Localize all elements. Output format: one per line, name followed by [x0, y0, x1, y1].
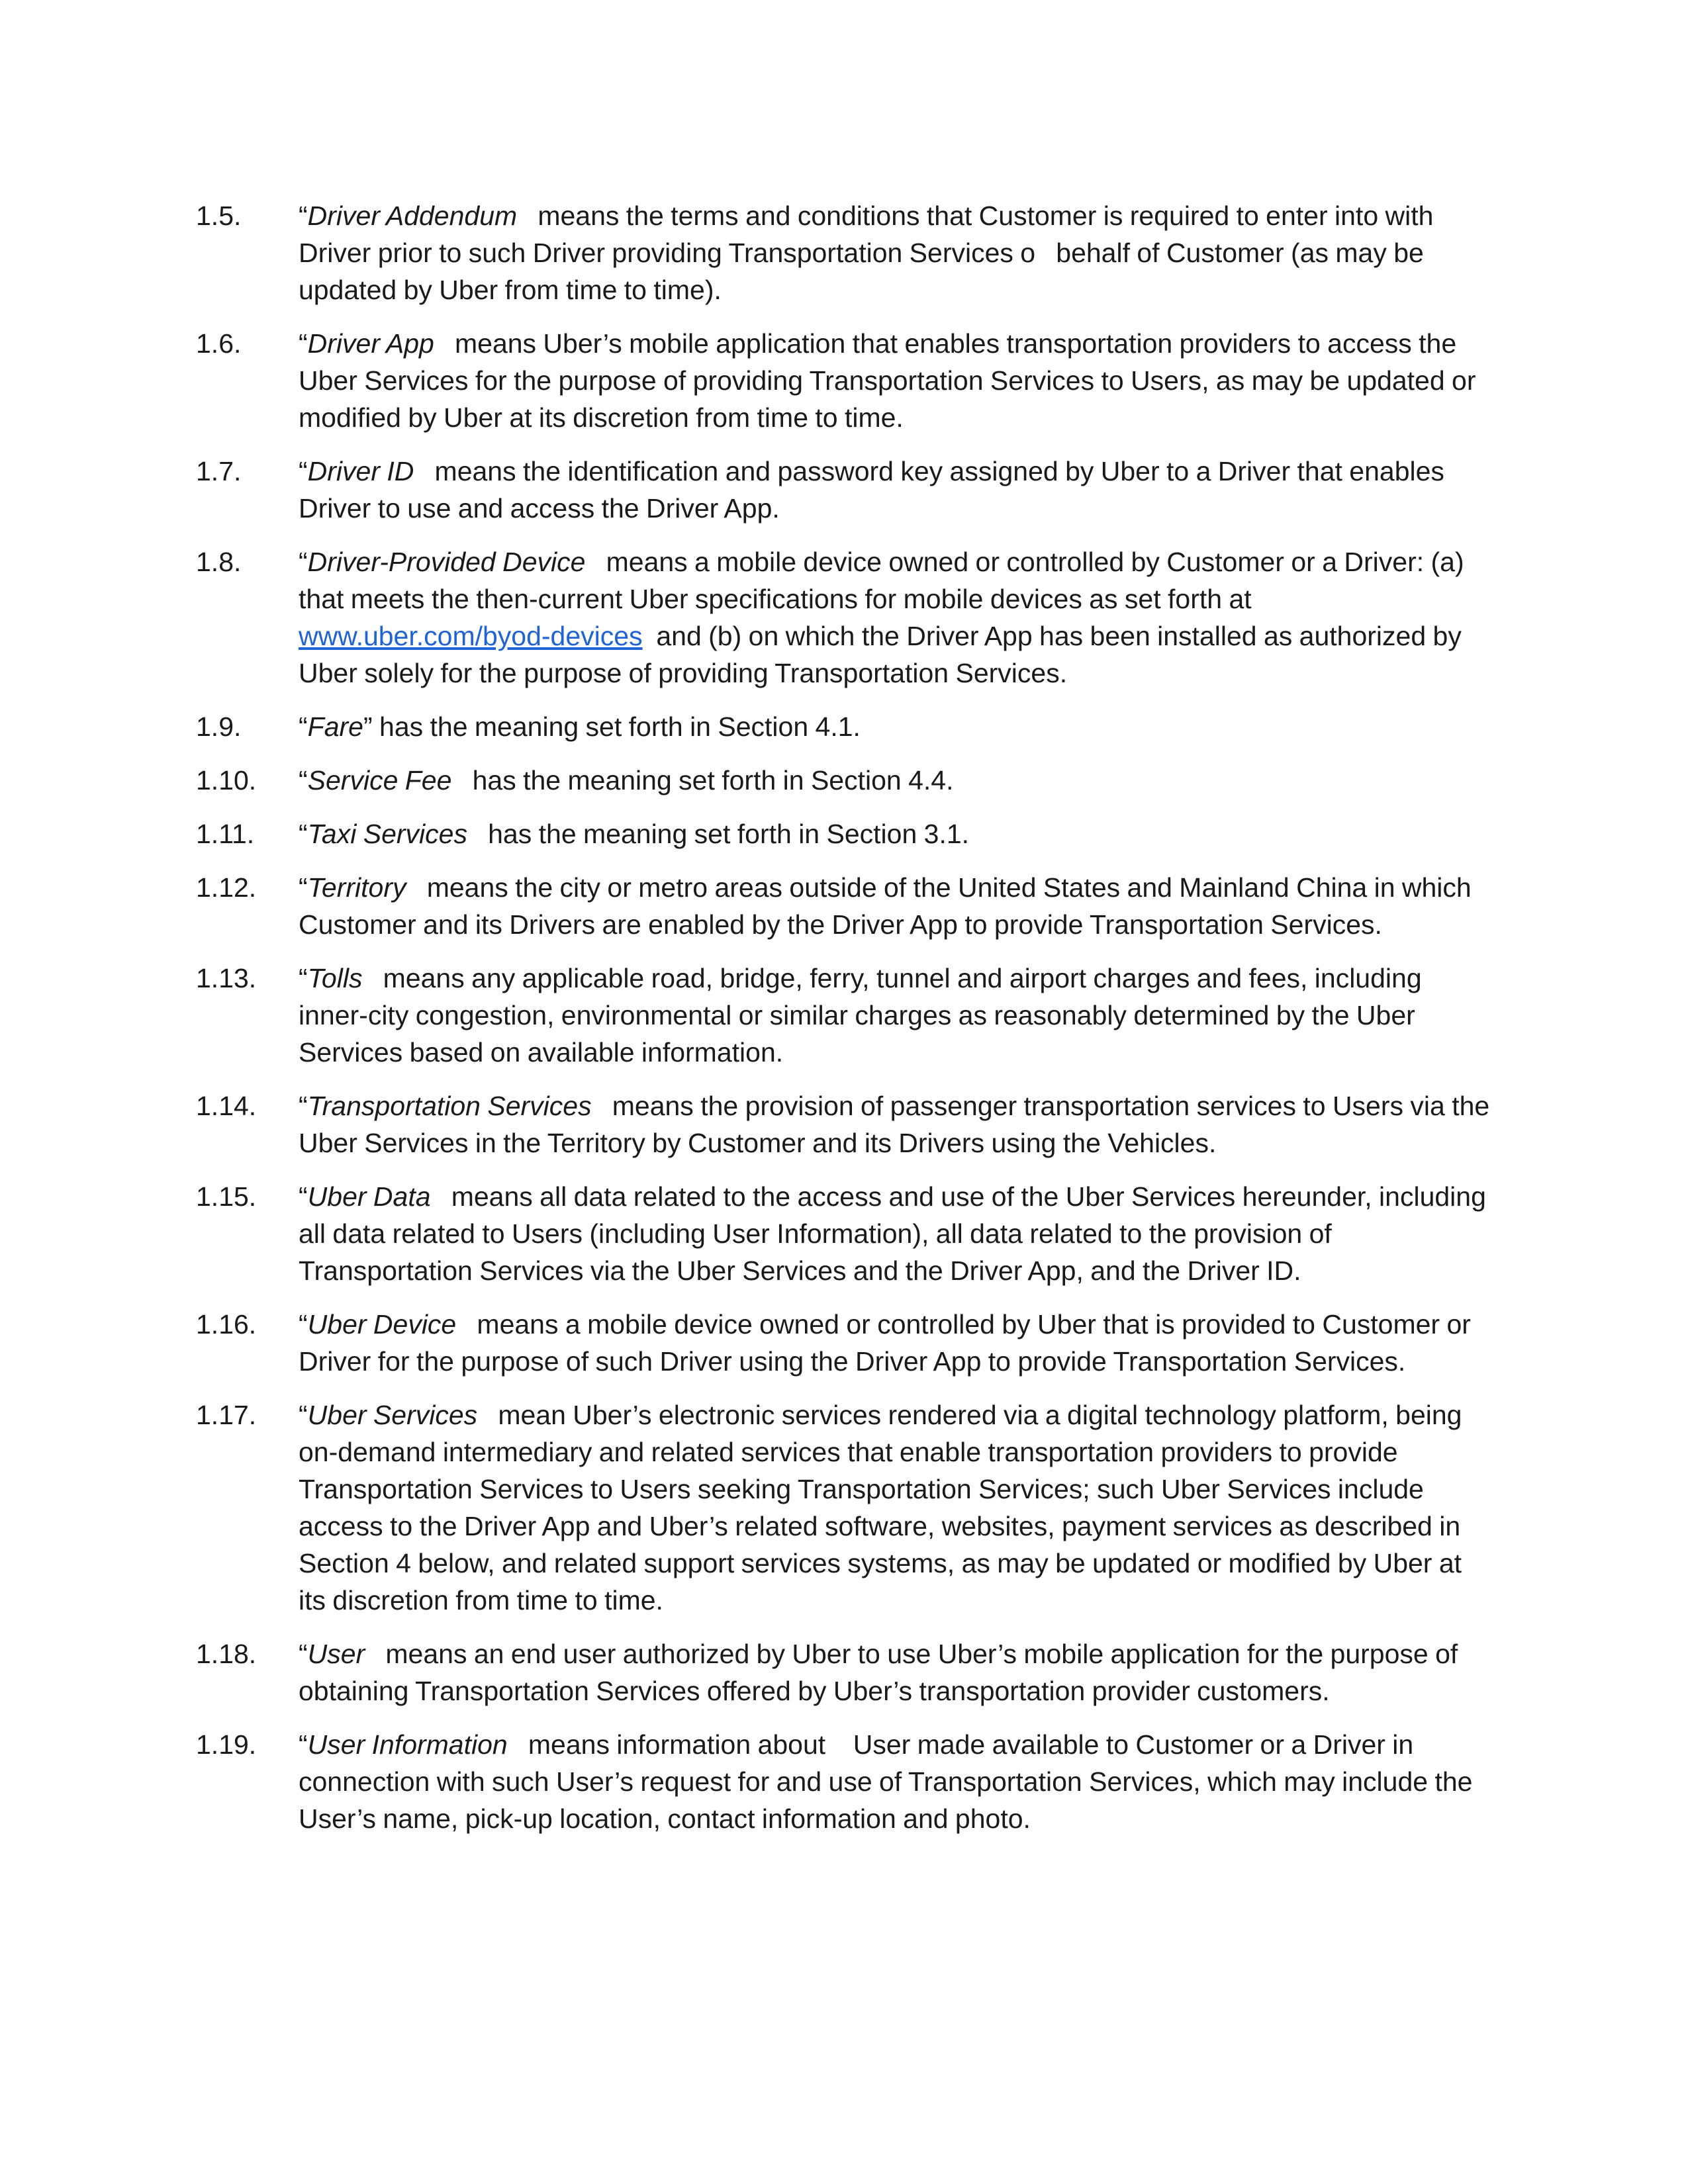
- defined-term: Territory: [307, 872, 406, 903]
- definition-body: [299, 1178, 1493, 1289]
- defined-term: User: [307, 1639, 365, 1669]
- open-quote: “: [299, 1181, 308, 1212]
- defined-term: Uber Data: [307, 1181, 431, 1212]
- defined-term: Tolls: [307, 963, 363, 993]
- definition-number: 1.8.: [196, 547, 242, 577]
- definition-body: [299, 1306, 1499, 1380]
- definition-text: means information about User made available to Customer or a Driver in connection with such User’s request for and use of Transportation Services, which may include the User’s name, pick-up location, contact information and photo.: [299, 1729, 1479, 1834]
- open-quote: “: [299, 1729, 308, 1760]
- defined-term: Service Fee: [307, 765, 452, 796]
- definition-item: [196, 543, 1493, 692]
- definition-number: 1.18.: [196, 1639, 257, 1669]
- definition-number: 1.5.: [196, 201, 242, 231]
- definition-number: 1.13.: [196, 963, 257, 993]
- definition-item: [196, 708, 1493, 745]
- definition-text-after-link: and (b) on which the Driver App has been installed as authorized by Uber solely for the purpose of providing Transportation Services.: [299, 621, 1469, 688]
- definition-text: ” has the meaning set forth in Section 4.1.: [363, 711, 861, 742]
- defined-term: Transportation Services: [307, 1091, 592, 1121]
- definition-item: [196, 325, 1493, 436]
- defined-term: User Information: [307, 1729, 508, 1760]
- definition-text: means an end user authorized by Uber to use Uber’s mobile application for the purpose of obtaining Transportation Services offered by Uber’s transportation provider customers.: [299, 1639, 1465, 1706]
- definition-text: mean Uber’s electronic services rendered via a digital technology platform, being on-demand intermediary and related services that enable transportation providers to provide Transportation Services to Users seeking Transportation Services; such Uber Services include access to the Driver App and Uber’s related software, websites, payment services as described in Section 4 below, and related support services systems, as may be updated or modified by Uber at its discretion from time to time.: [299, 1400, 1469, 1615]
- definition-number: 1.17.: [196, 1400, 257, 1430]
- definition-item: [196, 453, 1493, 527]
- defined-term: Driver Addendum: [307, 201, 518, 231]
- definition-body: [299, 325, 1493, 436]
- open-quote: “: [299, 765, 308, 796]
- definition-text: means Uber’s mobile application that enables transportation providers to access the Uber Services for the purpose of providing Transportation Services to Users, as may be updated or modified by Uber at its discretion from time to time.: [299, 328, 1483, 433]
- open-quote: “: [299, 711, 308, 742]
- definition-text: means a mobile device owned or controlled by Uber that is provided to Customer or Driver for the purpose of such Driver using the Driver App to provide Transportation Services.: [299, 1309, 1499, 1377]
- definition-body: [299, 1087, 1497, 1161]
- open-quote: “: [299, 963, 308, 993]
- open-quote: “: [299, 819, 308, 849]
- definition-body: [299, 197, 1493, 308]
- definition-text: means the identification and password key assigned by Uber to a Driver that enables Driver to use and access the Driver App.: [299, 456, 1472, 523]
- definition-number: 1.11.: [196, 819, 255, 849]
- definition-body: [299, 815, 1493, 852]
- defined-term: Uber Device: [307, 1309, 457, 1340]
- definition-item: [196, 1087, 1497, 1161]
- defined-term: Driver-Provided Device: [307, 547, 586, 577]
- definition-text: means a mobile device owned or controlled by Customer or a Driver: (a) that meets the then-current Uber specifications for mobile devices as set forth at: [299, 547, 1472, 614]
- definition-body: [299, 1635, 1493, 1709]
- definition-item: [196, 1396, 1493, 1619]
- open-quote: “: [299, 547, 308, 577]
- definitions-list: [196, 197, 1499, 1854]
- definition-text: means any applicable road, bridge, ferry, tunnel and airport charges and fees, including inner-city congestion, environmental or similar charges as reasonably determined by the Uber Services based on available information.: [299, 963, 1429, 1068]
- open-quote: “: [299, 1400, 308, 1430]
- definition-number: 1.6.: [196, 328, 242, 359]
- definition-number: 1.19.: [196, 1729, 257, 1760]
- definition-body: [299, 1396, 1493, 1619]
- open-quote: “: [299, 1309, 308, 1340]
- open-quote: “: [299, 456, 308, 486]
- definition-item: [196, 869, 1493, 943]
- definition-text: means all data related to the access and use of the Uber Services hereunder, including all data related to Users (including User Information), all data related to the provision of Transportation Services via the Uber Services and the Driver App, and the Driver ID.: [299, 1181, 1493, 1286]
- open-quote: “: [299, 1091, 308, 1121]
- open-quote: “: [299, 328, 308, 359]
- defined-term: Fare: [307, 711, 363, 742]
- defined-term: Driver App: [307, 328, 434, 359]
- definition-body: [299, 453, 1493, 527]
- defined-term: Driver ID: [307, 456, 414, 486]
- definition-item: [196, 815, 1493, 852]
- definition-item: [196, 1726, 1493, 1837]
- definition-number: 1.12.: [196, 872, 257, 903]
- definition-text: means the provision of passenger transportation services to Users via the Uber Services in the Territory by Customer and its Drivers using the Vehicles.: [299, 1091, 1497, 1158]
- definition-item: [196, 197, 1493, 308]
- definition-body: [299, 869, 1493, 943]
- defined-term: Uber Services: [307, 1400, 478, 1430]
- definition-body: [299, 708, 1493, 745]
- definition-number: 1.16.: [196, 1309, 257, 1340]
- open-quote: “: [299, 872, 308, 903]
- byod-devices-link[interactable]: www.uber.com/byod-devices: [299, 621, 643, 651]
- definition-text: means the terms and conditions that Customer is required to enter into with Driver prior to such Driver providing Transportation Services o behalf of Customer (as may be updated by Uber from time to time).: [299, 201, 1461, 305]
- definition-number: 1.14.: [196, 1091, 257, 1121]
- definition-text: means the city or metro areas outside of the United States and Mainland China in which Customer and its Drivers are enabled by the Driver App to provide Transportation Services.: [299, 872, 1479, 940]
- definition-body: [299, 1726, 1493, 1837]
- definition-item: [196, 1635, 1493, 1709]
- definition-number: 1.9.: [196, 711, 242, 742]
- definition-text: has the meaning set forth in Section 4.4.: [451, 765, 954, 796]
- definition-item: [196, 960, 1493, 1071]
- open-quote: “: [299, 201, 308, 231]
- definition-text: has the meaning set forth in Section 3.1.: [467, 819, 970, 849]
- definition-item: [196, 1178, 1493, 1289]
- definition-item: [196, 1306, 1499, 1380]
- open-quote: “: [299, 1639, 308, 1669]
- definition-body: [299, 960, 1493, 1071]
- defined-term: Taxi Services: [307, 819, 467, 849]
- definition-body: [299, 543, 1493, 692]
- definition-item: [196, 762, 1493, 799]
- definition-number: 1.15.: [196, 1181, 257, 1212]
- definition-number: 1.7.: [196, 456, 242, 486]
- definition-number: 1.10.: [196, 765, 257, 796]
- definition-body: [299, 762, 1493, 799]
